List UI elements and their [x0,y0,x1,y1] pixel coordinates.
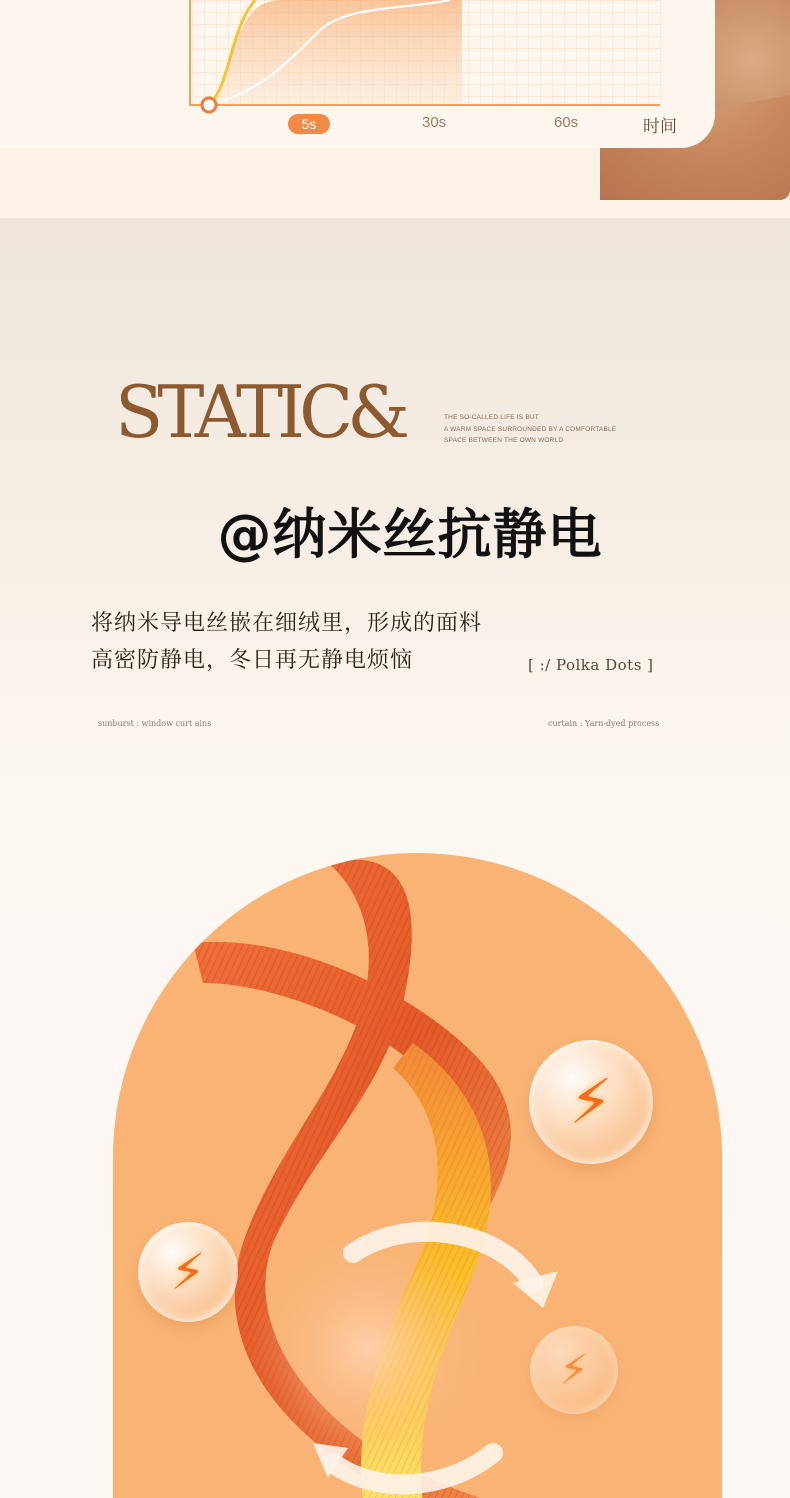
caption-left: sunburst : window curt ains [98,719,212,728]
chart-card [0,0,715,148]
x-axis-title: 时间 [643,117,677,137]
twisted-fiber-illustration [113,853,722,1498]
tick-label-5s: 5s [288,114,330,134]
static-subtitle-line: THE SO-CALLED LIFE IS BUT [444,414,539,421]
charge-bubble-medium [138,1222,238,1322]
product-illustration-arch [113,853,722,1498]
charge-bubble-small [530,1326,618,1414]
charge-bubble-large [529,1040,653,1164]
static-subtitle [444,412,616,447]
lightning-bolt-icon: ⚡ [569,1065,613,1138]
top-chart-section [0,0,790,218]
static-subtitle-line: SPACE BETWEEN THE OWN WORLD [444,437,564,444]
description-line: 将纳米导电丝嵌在细绒里，形成的面料 [91,611,483,636]
headline: @纳米丝抗静电 [217,503,603,566]
static-title: STATIC& [114,370,405,454]
origin-marker [202,98,216,112]
tick-label-30s: 30s [422,114,447,131]
caption-right: curtain : Yarn-dyed process [548,719,660,728]
tick-label-60s: 60s [554,114,579,131]
heat-glow [248,1228,488,1468]
polka-dots-label: [ :/ Polka Dots ] [528,656,654,674]
heating-curve-chart [0,0,715,148]
description-line: 高密防静电，冬日再无静电烦恼 [91,648,414,673]
lightning-bolt-icon: ⚡ [170,1243,206,1301]
static-subtitle-line: A WARM SPACE SURROUNDED BY A COMFORTABLE [444,425,617,433]
lightning-bolt-icon: ⚡ [559,1345,589,1394]
